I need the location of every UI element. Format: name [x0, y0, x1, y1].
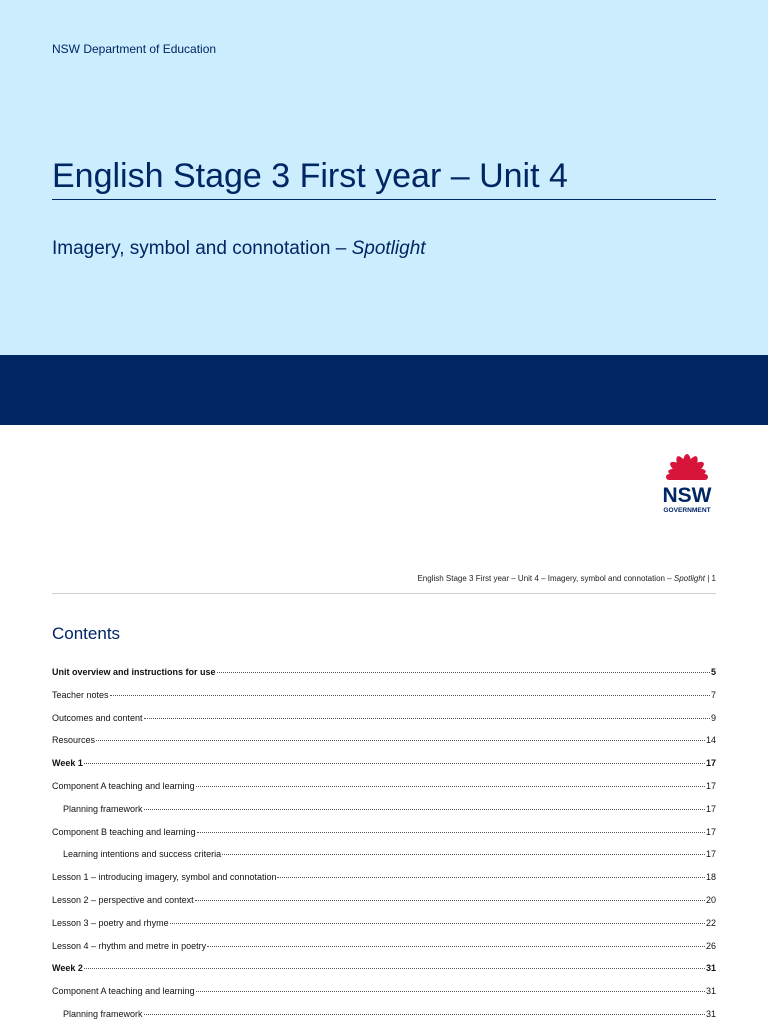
toc-entry-label: Week 1	[52, 758, 83, 769]
toc-entry-page: 5	[710, 667, 716, 677]
header-text: English Stage 3 First year – Unit 4 – Imagery, symbol and connotation –	[417, 574, 674, 583]
toc-entry[interactable]	[52, 666, 716, 689]
toc-leader-dots	[96, 740, 705, 741]
toc-entry-label: Learning intentions and success criteria	[63, 849, 222, 860]
contents-heading: Contents	[52, 624, 121, 643]
toc-entry[interactable]	[52, 826, 716, 849]
toc-entry-page: 7	[710, 689, 716, 700]
toc-leader-dots	[84, 763, 705, 764]
toc-entry[interactable]	[52, 940, 716, 963]
toc-entry-page: 17	[705, 849, 716, 860]
toc-entry[interactable]	[52, 757, 716, 780]
toc-leader-dots	[217, 672, 710, 673]
toc-entry[interactable]	[52, 894, 716, 917]
toc-leader-dots	[170, 923, 705, 924]
toc-leader-dots	[144, 718, 710, 719]
toc-entry-label: Lesson 2 – perspective and context	[52, 894, 194, 905]
toc-leader-dots	[197, 832, 705, 833]
toc-entry[interactable]	[52, 985, 716, 1008]
toc-entry[interactable]	[52, 712, 716, 735]
toc-entry-label: Lesson 3 – poetry and rhyme	[52, 917, 169, 928]
document-title: English Stage 3 First year – Unit 4	[52, 157, 568, 195]
toc-entry-page: 17	[705, 803, 716, 814]
running-header	[52, 574, 716, 583]
toc-entry-label: Lesson 1 – introducing imagery, symbol and connotation	[52, 872, 277, 883]
toc-leader-dots	[196, 786, 705, 787]
toc-entry[interactable]	[52, 917, 716, 940]
toc-entry-page: 31	[705, 986, 716, 997]
toc-entry[interactable]	[52, 1008, 716, 1031]
department-name: NSW Department of Education	[52, 42, 217, 56]
header-page-number: | 1	[705, 574, 716, 583]
toc-entry-label: Week 2	[52, 963, 83, 974]
toc-entry-label: Component B teaching and learning	[52, 826, 196, 837]
header-italic: Spotlight	[673, 574, 706, 583]
toc-entry[interactable]	[52, 780, 716, 803]
toc-entry-label: Teacher notes	[52, 689, 109, 700]
subtitle-italic: Spotlight	[351, 238, 426, 259]
toc-entry-label: Component A teaching and learning	[52, 986, 195, 997]
toc-entry-page: 9	[710, 712, 716, 723]
toc-entry-label: Outcomes and content	[52, 712, 143, 723]
toc-entry-page: 20	[705, 894, 716, 905]
toc-entry-label: Planning framework	[63, 1008, 143, 1019]
toc-entry-page: 26	[705, 940, 716, 951]
toc-entry-page: 17	[705, 780, 716, 791]
toc-entry[interactable]	[52, 689, 716, 712]
subtitle-main: Imagery, symbol and connotation –	[52, 238, 352, 259]
document-subtitle	[52, 238, 426, 260]
toc-entry[interactable]	[52, 871, 716, 894]
toc-leader-dots	[144, 809, 705, 810]
toc-entry[interactable]	[52, 803, 716, 826]
toc-entry-label: Component A teaching and learning	[52, 780, 195, 791]
header-divider	[52, 593, 716, 594]
toc-entry-page: 17	[705, 758, 716, 769]
toc-entry[interactable]	[52, 962, 716, 985]
toc-entry[interactable]	[52, 734, 716, 757]
logo-text: NSW	[662, 484, 712, 507]
toc-leader-dots	[222, 854, 705, 855]
toc-leader-dots	[207, 946, 705, 947]
toc-entry-page: 14	[705, 735, 716, 746]
toc-leader-dots	[277, 877, 705, 878]
toc-entry-label: Lesson 4 – rhythm and metre in poetry	[52, 940, 207, 951]
title-divider	[52, 199, 716, 200]
toc-entry-page: 22	[705, 917, 716, 928]
toc-leader-dots	[195, 900, 705, 901]
toc-leader-dots	[110, 695, 710, 696]
logo-subtext: GOVERNMENT	[663, 507, 711, 514]
cover-band	[0, 355, 768, 425]
toc-leader-dots	[196, 991, 705, 992]
waratah-icon	[666, 454, 708, 480]
toc-entry[interactable]	[52, 848, 716, 871]
toc-entry-page: 18	[705, 872, 716, 883]
toc-entry-page: 31	[705, 963, 716, 974]
table-of-contents	[52, 666, 716, 1031]
toc-entry-page: 17	[705, 826, 716, 837]
toc-entry-page: 31	[705, 1008, 716, 1019]
nsw-government-logo	[656, 444, 718, 516]
toc-entry-label: Unit overview and instructions for use	[52, 667, 216, 677]
toc-entry-label: Resources	[52, 735, 96, 746]
toc-entry-label: Planning framework	[63, 803, 143, 814]
toc-leader-dots	[144, 1014, 705, 1015]
toc-leader-dots	[84, 968, 705, 969]
